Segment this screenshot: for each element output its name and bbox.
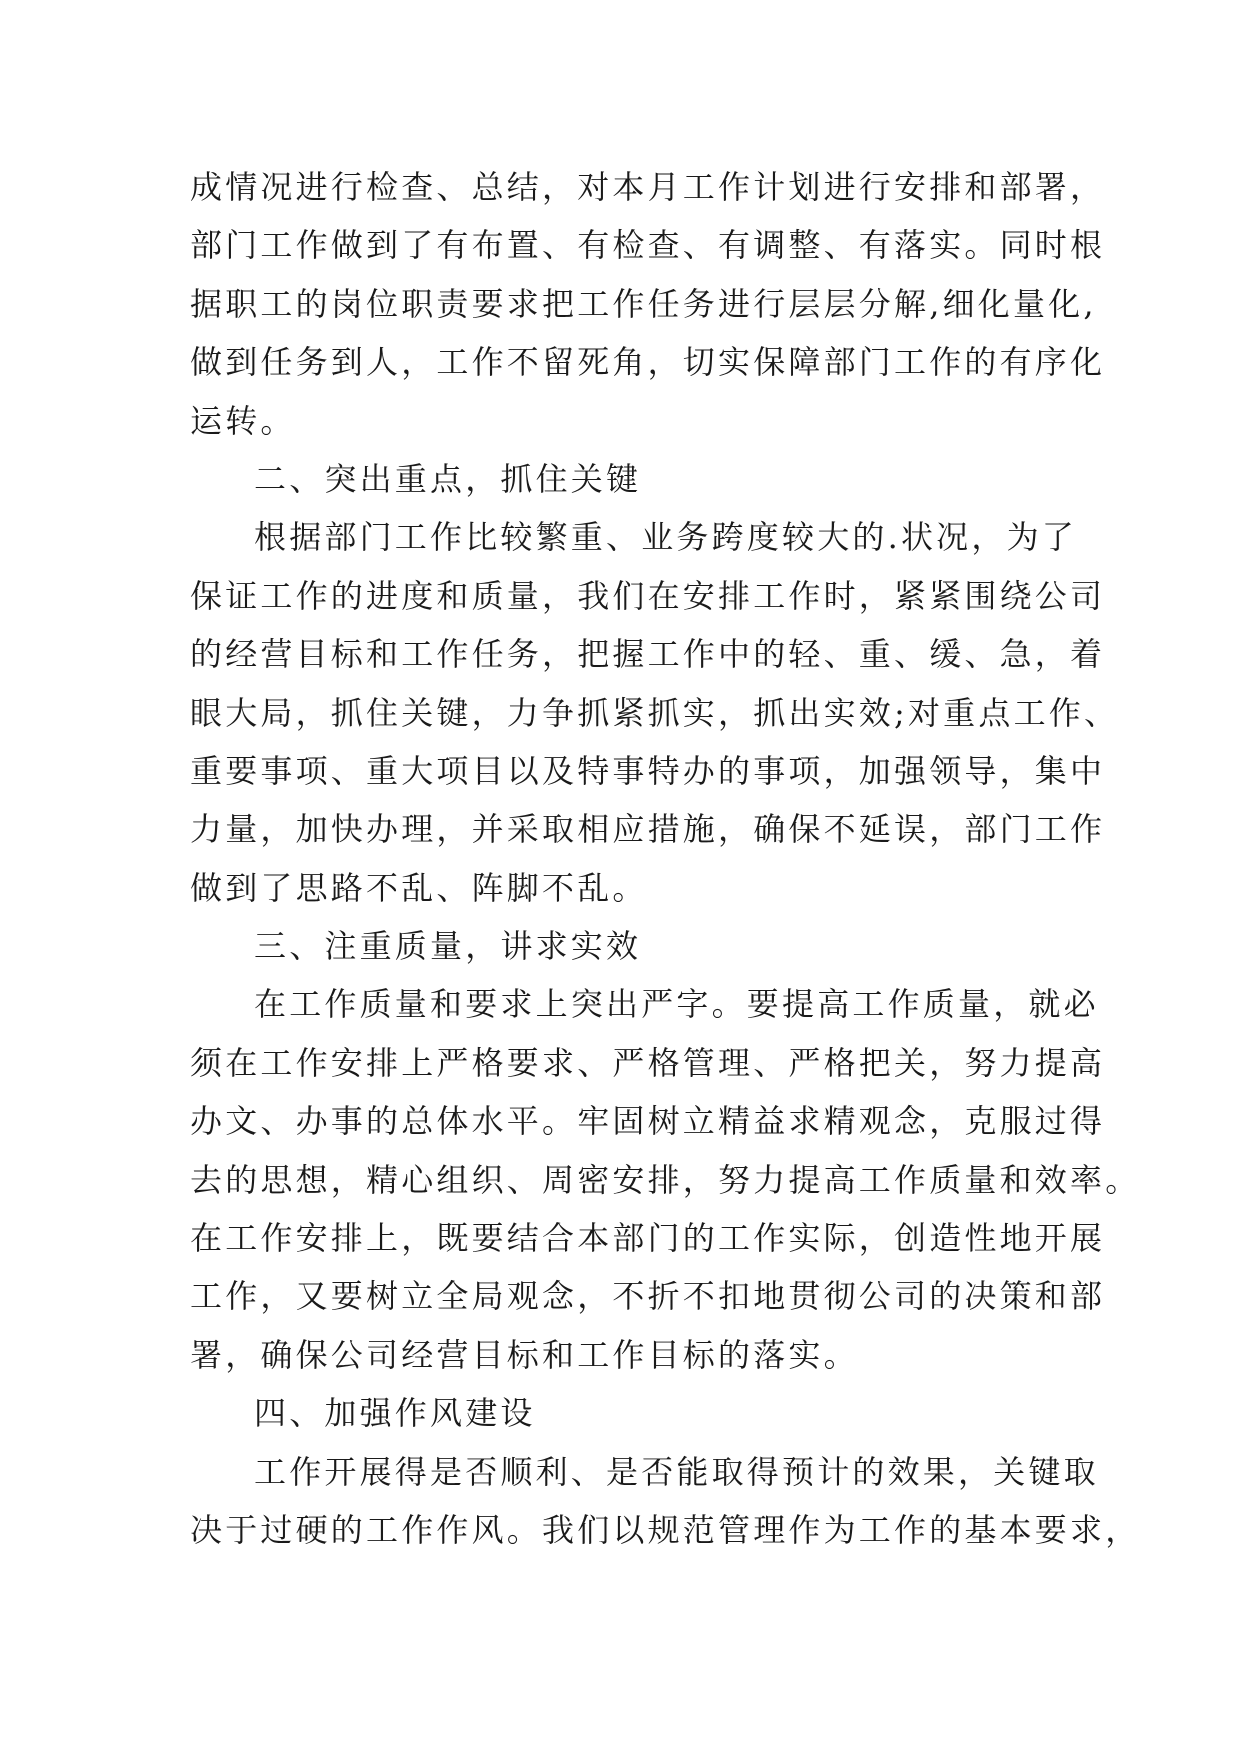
text-line: 保证工作的进度和质量，我们在安排工作时，紧紧围绕公司 — [190, 576, 1106, 615]
text-line: 工作，又要树立全局观念，不折不扣地贯彻公司的决策和部 — [190, 1277, 1106, 1316]
section-heading: 四、加强作风建设 — [254, 1394, 536, 1433]
text-line: 成情况进行检查、总结，对本月工作计划进行安排和部署， — [190, 168, 1106, 206]
text-line: 去的思想，精心组织、周密安排，努力提高工作质量和效率。 — [190, 1160, 1141, 1199]
text-line: 运转。 — [190, 401, 296, 440]
text-line: 据职工的岗位职责要求把工作任务进行层层分解,细化量化, — [190, 284, 1097, 323]
text-line: 在工作质量和要求上突出严字。要提高工作质量，就必 — [254, 985, 1099, 1024]
text-line: 部门工作做到了有布置、有检查、有调整、有落实。同时根 — [190, 226, 1106, 265]
text-line: 力量，加快办理，并采取相应措施，确保不延误，部门工作 — [190, 810, 1106, 849]
text-line: 重要事项、重大项目以及特事特办的事项，加强领导，集中 — [190, 751, 1106, 790]
text-line: 决于过硬的工作作风。我们以规范管理作为工作的基本要求， — [190, 1510, 1141, 1549]
text-line: 须在工作安排上严格要求、严格管理、严格把关，努力提高 — [190, 1043, 1106, 1082]
body-text — [190, 158, 1141, 1559]
section-heading: 二、突出重点，抓住关键 — [254, 459, 642, 498]
section-heading: 三、注重质量，讲求实效 — [254, 927, 642, 966]
text-line: 的经营目标和工作任务，把握工作中的轻、重、缓、急，着 — [190, 635, 1106, 674]
text-line: 眼大局，抓住关键，力争抓紧抓实，抓出实效;对重点工作、 — [190, 693, 1120, 732]
text-line: 做到任务到人，工作不留死角，切实保障部门工作的有序化 — [190, 343, 1106, 382]
text-line: 办文、办事的总体水平。牢固树立精益求精观念，克服过得 — [190, 1102, 1106, 1141]
text-line: 做到了思路不乱、阵脚不乱。 — [190, 868, 648, 907]
text-line: 署，确保公司经营目标和工作目标的落实。 — [190, 1335, 859, 1374]
text-line: 在工作安排上，既要结合本部门的工作实际，创造性地开展 — [190, 1219, 1106, 1258]
text-line: 工作开展得是否顺利、是否能取得预计的效果，关键取 — [254, 1452, 1099, 1491]
text-line: 根据部门工作比较繁重、业务跨度较大的.状况，为了 — [254, 518, 1077, 557]
